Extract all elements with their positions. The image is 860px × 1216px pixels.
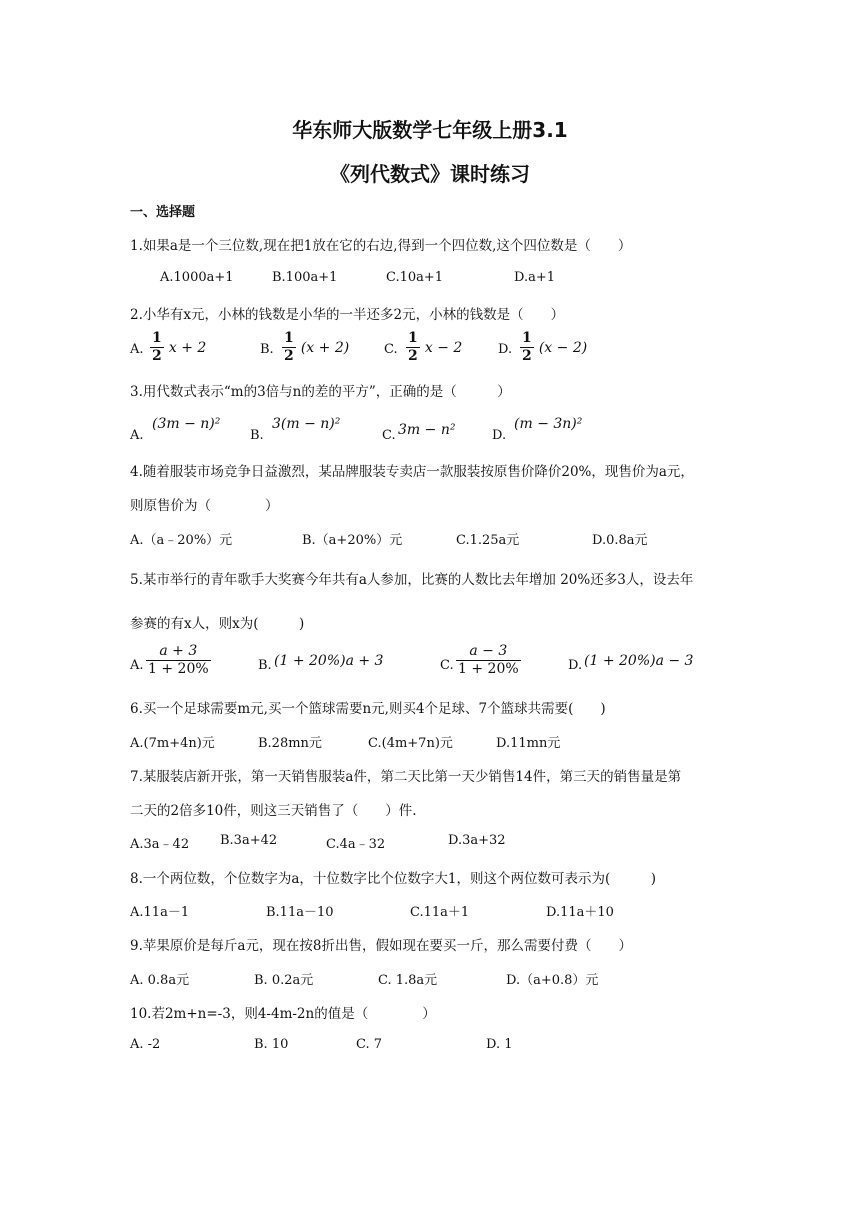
q2-option-c-label: C. [384,342,398,357]
q2-option-d-label: D. [498,342,513,357]
q4-option-c: C.1.25a元 [456,533,520,548]
question-8-stem: 8.一个两位数，个位数字为a，十位数字比个位数字大1，则这个两位数可表示为( ) [130,871,657,887]
q3-option-d-label: D. [492,428,507,443]
q10-option-d: D. 1 [486,1037,513,1052]
q6-option-a: A.(7m+4n)元 [130,736,215,751]
q4-option-a: A.（a﹣20%）元 [130,533,233,548]
fraction-denominator: 2 [522,348,532,364]
fraction-one-half [282,330,296,365]
q2-option-a-expr [150,330,206,365]
question-4-stem-line-2: 则原售价为（ ） [130,498,279,514]
fraction-numerator: 1 [522,330,532,346]
q3-option-b-expr: 3(m − n)² [272,416,341,432]
q6-option-b: B.28mn元 [258,736,322,751]
q4-option-b: B.（a+20%）元 [302,533,403,548]
title-line-2: 《列代数式》课时练习 [330,162,530,186]
fraction-numerator: a + 3 [146,643,211,661]
q5-option-d-label: D. [568,658,583,673]
q9-option-b: B. 0.2a元 [254,973,314,988]
question-10-stem: 10.若2m+n=-3，则4-4m-2n的值是（ ） [130,1006,436,1022]
fraction-numerator: 1 [152,330,162,346]
q9-option-c: C. 1.8a元 [378,973,438,988]
question-5-stem-line-1: 5.某市举行的青年歌手大奖赛今年共有a人参加，比赛的人数比去年增加 20%还多3人，设去年 [130,572,694,588]
q1-option-c: C.10a+1 [386,270,444,285]
fraction-numerator: 1 [408,330,418,346]
q9-option-d: D.（a+0.8）元 [506,973,599,988]
fraction-numerator: 1 [284,330,294,346]
q3-option-c-label: C. [382,428,396,443]
q6-option-d: D.11mn元 [496,736,561,751]
question-3-stem: 3.用代数式表示“m的3倍与n的差的平方”，正确的是（ ） [130,384,511,400]
q3-option-d-expr: (m − 3n)² [514,416,583,432]
q8-option-c: C.11a＋1 [410,905,470,920]
q9-option-a: A. 0.8a元 [130,973,190,988]
q7-option-a: A.3a﹣42 [130,837,190,852]
fraction-one-half [406,330,420,365]
q1-option-d: D.a+1 [514,270,556,285]
fraction [456,643,521,678]
q5-option-a-expr [146,643,211,678]
fraction-denominator: 1 + 20% [458,661,519,677]
expression: x − 2 [424,340,463,356]
fraction-denominator: 2 [152,348,162,364]
q8-option-b: B.11a－10 [266,905,334,920]
q10-option-b: B. 10 [254,1037,289,1052]
fraction [146,643,211,678]
q10-option-a: A. -2 [130,1037,161,1052]
q5-option-d-expr: (1 + 20%)a − 3 [584,653,694,669]
fraction-denominator: 2 [284,348,294,364]
fraction-denominator: 2 [408,348,418,364]
q5-option-c-expr [456,643,521,678]
section-heading: 一、选择题 [130,205,196,220]
q5-option-c-label: C. [440,658,454,673]
q8-option-d: D.11a＋10 [546,905,614,920]
fraction-numerator: a − 3 [456,643,521,661]
question-6-stem: 6.买一个足球需要m元,买一个篮球需要n元,则买4个足球、7个篮球共需要( ) [130,701,606,717]
q3-option-a-expr: (3m − n)² [152,416,221,432]
q2-option-c-expr [406,330,462,365]
fraction-one-half [520,330,534,365]
q7-option-c: C.4a﹣32 [326,837,386,852]
q7-option-d: D.3a+32 [448,833,506,848]
q5-option-b-label: B. [258,658,272,673]
expression: x + 2 [168,340,207,356]
q2-option-b-label: B. [260,342,274,357]
q1-option-a: A.1000a+1 [160,270,234,285]
fraction-one-half [150,330,164,365]
q2-option-b-expr [282,330,349,365]
question-1-stem: 1.如果a是一个三位数,现在把1放在它的右边,得到一个四位数,这个四位数是（ ） [130,238,632,254]
q3-option-a-label: A. [130,428,144,443]
expression: (x − 2) [538,340,588,356]
expression: (x + 2) [300,340,350,356]
q1-option-b: B.100a+1 [272,270,338,285]
q7-option-b: B.3a+42 [220,833,278,848]
title-line-1: 华东师大版数学七年级上册3.1 [292,118,568,142]
q4-option-d: D.0.8a元 [592,533,648,548]
q5-option-b-expr: (1 + 20%)a + 3 [274,653,384,669]
question-4-stem-line-1: 4.随着服装市场竞争日益激烈，某品牌服装专卖店一款服装按原售价降价20%，现售价为a元， [130,464,694,480]
question-7-stem-line-1: 7.某服装店新开张，第一天销售服装a件，第二天比第一天少销售14件，第三天的销售量是第 [130,769,682,785]
question-2-stem: 2.小华有x元，小林的钱数是小华的一半还多2元，小林的钱数是（ ） [130,307,565,323]
q8-option-a: A.11a－1 [130,905,190,920]
q3-option-b-label: B. [250,428,264,443]
question-9-stem: 9.苹果原价是每斤a元，现在按8折出售，假如现在要买一斤，那么需要付费（ ） [130,938,633,954]
question-5-stem-line-2: 参赛的有x人，则x为( ) [130,616,305,632]
q2-option-a-label: A. [130,342,144,357]
q2-option-d-expr [520,330,587,365]
q5-option-a-label: A. [130,658,144,673]
q3-option-c-expr: 3m − n² [398,422,456,438]
q6-option-c: C.(4m+7n)元 [368,736,453,751]
question-7-stem-line-2: 二天的2倍多10件，则这三天销售了（ ）件. [130,803,417,819]
fraction-denominator: 1 + 20% [148,661,209,677]
q10-option-c: C. 7 [356,1037,383,1052]
